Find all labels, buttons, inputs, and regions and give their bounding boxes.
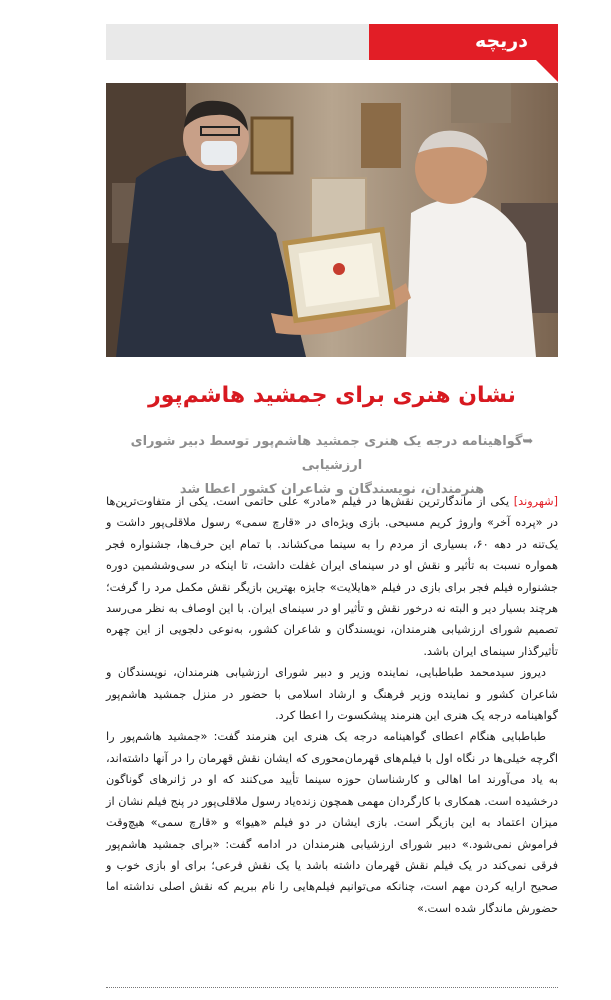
article-body [106, 491, 558, 919]
source-label: [شهروند] [513, 495, 558, 508]
arrow-icon: ➥ [522, 434, 534, 449]
article-photo [106, 83, 558, 357]
subhead-text-1: گواهینامه درجه یک هنری جمشید هاشم‌پور توسط دبیر شورای ارزشیابی [130, 434, 523, 473]
headline: نشان هنری برای جمشید هاشم‌پور [148, 383, 516, 408]
article-paragraph-2: دیروز سیدمحمد طباطبایی، نماینده وزیر و دبیر شورای ارزشیابی هنرمندان، نویسندگان و شاعران کشور و نماینده وزیر فرهنگ و ارشاد اسلامی با حضور در منزل جمشید هاشم‌پور گواهینامه درجه یک هنری این هنرمند پیشکسوت را اعطا کرد. [106, 666, 558, 723]
article-paragraph-3: طباطبایی هنگام اعطای گواهینامه درجه یک هنری این هنرمند گفت: «جمشید هاشم‌پور را اگرچه خیلی‌ها در نگاه اول با فیلم‌های قهرمان‌محوری که ایشان نقش قهرمان را در آنها داشته‌اند، به یاد می‌آورند اما اهالی و کارشناسان حوزه سینما تأیید می‌کنند که او در ژانرهای گوناگون درخشیده است. همکاری با کارگردان مهمی همچون زنده‌یاد رسول ملاقلی‌پور در پنج فیلم نشان از میزان اعتماد به این بازیگر است. بازی ایشان در دو فیلم «هیوا» و «قارچ سمی» هیچ‌وقت فراموش نمی‌شود.» دبیر شورای ارزشیابی هنرمندان در ادامه گفت: «برای جمشید هاشم‌پور فرقی نمی‌کند در یک فیلم نقش قهرمان داشته باشد یا یک نقش فرعی؛ برای او بازی خوب و صحیح ارایه کردن مهم است، چنانکه می‌توانیم فیلم‌هایی را نام ببریم که نقش اصلی نداشته اما حضورش ماندگار شده است.» [106, 730, 558, 915]
subhead-line-1 [106, 430, 558, 478]
article-paragraph-1-text: یکی از ماندگارترین نقش‌ها در فیلم «مادر» علی حاتمی است. یکی از متفاوت‌ترین‌ها در «پرده آخر» واروژ کریم مسیحی. بازی ویژه‌ای در «قارچ سمی» رسول ملاقلی‌پور داشت و یک‌تنه در دهه ۶۰، بسیاری از مردم را به سینما می‌کشاند. با تمام این حرف‌ها، جشنواره فجر همواره نسبت به تأثیر و نقش او در سینمای ایران غفلت داشت، تا اینکه در سی‌وششمین دوره جشنواره فیلم فجر برای بازی در فیلم «هایلایت» جایزه بهترین بازیگر نقش مکمل مرد را گرفت؛ هرچند بسیار دیر و البته نه درخور نقش و تأثیر او در سینمای ایران. با این اوصاف به نظر می‌رسد تصمیم شورای ارزشیابی هنرمندان، نویسندگان و شاعران کشور، به‌نوعی دلجویی از این چهره تأثیرگذار سینمای ایران باشد. [106, 495, 559, 658]
article-paragraph-1 [106, 491, 558, 662]
bottom-divider [106, 987, 558, 988]
section-tag-label: دریچه [474, 30, 528, 52]
section-tag-corner [536, 60, 558, 82]
subhead-line-2: هنرمندان، نویسندگان و شاعران کشور اعطا شد [179, 482, 485, 497]
award-ceremony-illustration [106, 83, 558, 357]
section-tag[interactable] [369, 24, 558, 60]
